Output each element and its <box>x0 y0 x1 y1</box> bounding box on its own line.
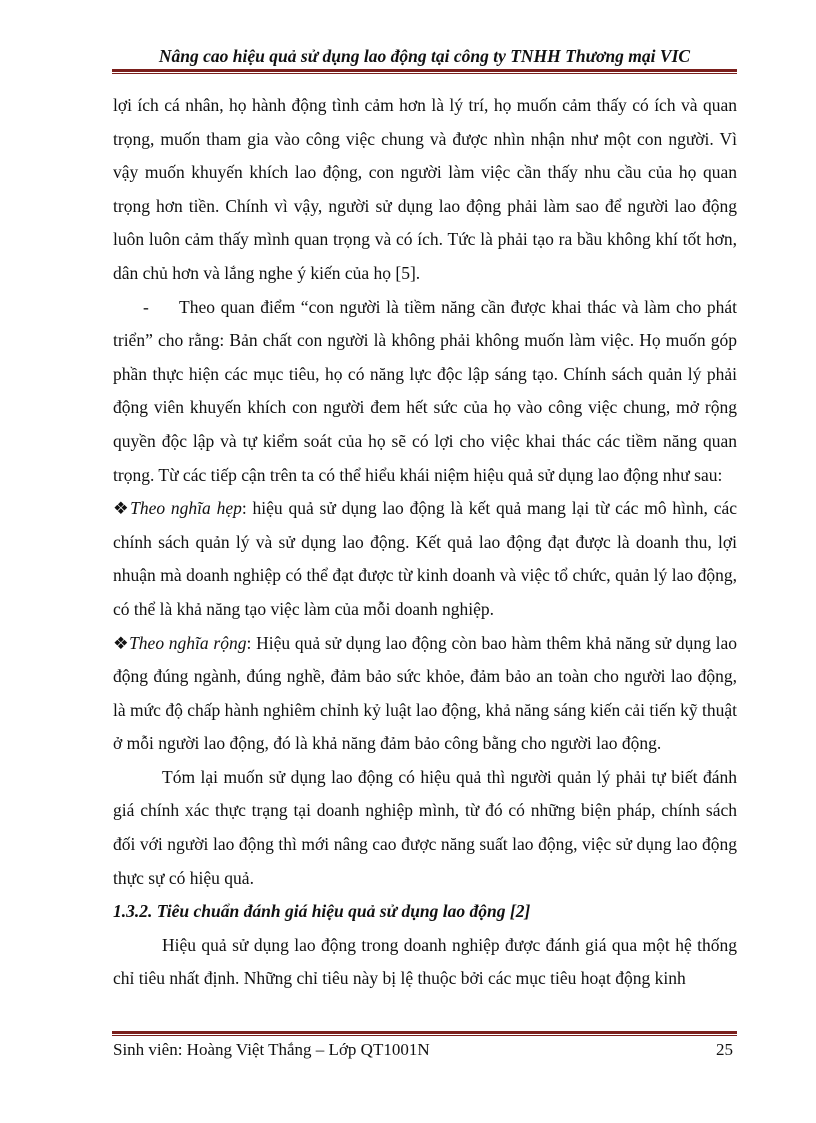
diamond-bullet-icon: ❖ <box>113 632 130 653</box>
footer-student: Sinh viên: Hoàng Việt Thắng – Lớp QT1001N <box>113 1040 430 1059</box>
footer-rule <box>112 1031 737 1034</box>
running-header: Nâng cao hiệu quả sử dụng lao động tại công ty TNHH Thương mại VIC <box>158 46 691 66</box>
body-text <box>113 89 737 996</box>
paragraph-1: lợi ích cá nhân, họ hành động tình cảm hơn là lý trí, họ muốn cảm thấy có ích và quan trọng, muốn tham gia vào công việc chung và được nhìn nhận như một con người. Vì vậy muốn khuyến khích lao động, con người làm việc cần thấy nhu cầu của họ quan trọng hơn tiền. Chính vì vậy, người sử dụng lao động phải làm sao để người lao động luôn luôn cảm thấy mình quan trọng và có ích. Tức là phải tạo ra bầu không khí tốt hơn, dân chủ hơn và lắng nghe ý kiến của họ [5]. <box>113 95 737 283</box>
bullet-broad-term: Theo nghĩa rộng <box>129 632 247 653</box>
dash-paragraph <box>113 291 737 493</box>
bullet-broad <box>113 627 737 761</box>
header-rule-thin <box>112 73 737 74</box>
paragraph-summary: Tóm lại muốn sử dụng lao động có hiệu quả thì người quản lý phải tự biết đánh giá chính xác thực trạng tại doanh nghiệp mình, từ đó có những biện pháp, chính sách đối với người lao động thì mới nâng cao được năng suất lao động, việc sử dụng lao động thực sự có hiệu quả. <box>113 766 737 888</box>
footer-rule-thin <box>112 1035 737 1036</box>
header-rule <box>112 69 737 72</box>
paragraph-criteria: Hiệu quả sử dụng lao động trong doanh nghiệp được đánh giá qua một hệ thống chỉ tiêu nhất định. Những chỉ tiêu này bị lệ thuộc bởi các mục tiêu hoạt động kinh <box>113 934 737 989</box>
section-heading: 1.3.2. Tiêu chuẩn đánh giá hiệu quả sử dụng lao động [2] <box>113 901 531 922</box>
dash-mark: - <box>143 296 149 317</box>
dash-paragraph-first: Theo quan điểm “con người là tiềm năng cần được khai thác và làm cho phát <box>179 296 737 317</box>
diamond-bullet-icon: ❖ <box>113 498 131 519</box>
bullet-narrow <box>113 492 737 626</box>
bullet-narrow-term: Theo nghĩa hẹp <box>130 498 242 519</box>
bullet-broad-text: : Hiệu quả sử dụng lao động còn bao hàm thêm khả năng sử dụng lao động đúng ngành, đúng nghề, đảm bảo sức khỏe, đảm bảo an toàn cho người lao động, là mức độ chấp hành nghiêm chỉnh kỷ luật lao động, khả năng sáng kiến cải tiến kỹ thuật ở mỗi người lao động, đó là khả năng đảm bảo công bằng cho người lao động. <box>113 632 737 754</box>
bullet-narrow-text: : hiệu quả sử dụng lao động là kết quả mang lại từ các mô hình, các chính sách quản lý và sử dụng lao động. Kết quả lao động đạt được là doanh thu, lợi nhuận mà doanh nghiệp có thể đạt được từ kinh doanh và việc tổ chức, quản lý lao động, có thể là khả năng tạo việc làm của mỗi doanh nghiệp. <box>113 498 737 619</box>
page-number: 25 <box>716 1040 733 1059</box>
dash-paragraph-rest: triển” cho rằng: Bản chất con người là không phải không muốn làm việc. Họ muốn góp phần thực hiện các mục tiêu, họ có năng lực độc lập sáng tạo. Chính sách quản lý phải động viên khuyến khích con người đem hết sức của họ vào công việc chung, mở rộng quyền độc lập và tự kiểm soát của họ sẽ có lợi cho việc khai thác các tiềm năng quan trọng. Từ các tiếp cận trên ta có thể hiểu khái niệm hiệu quả sử dụng lao động như sau: <box>113 330 737 485</box>
